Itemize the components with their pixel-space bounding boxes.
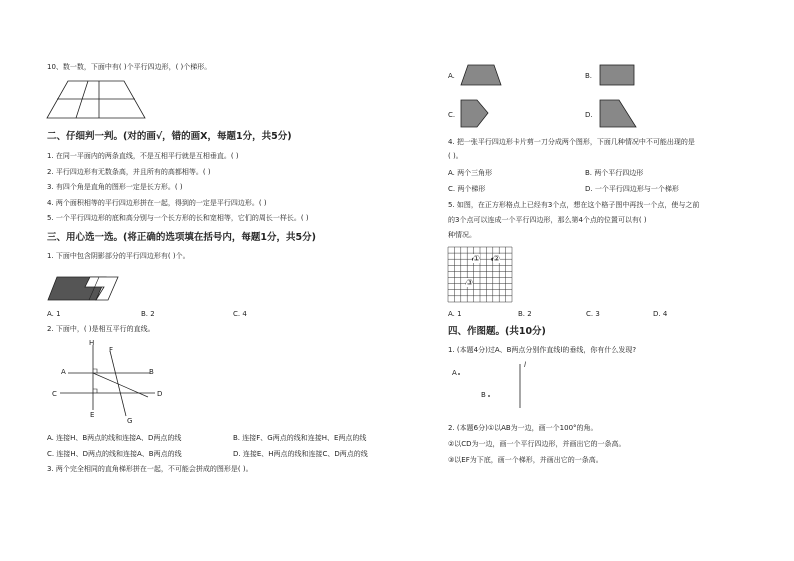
label-a: A — [61, 368, 66, 376]
judge-item-4: 4. 两个面积相等的平行四边形拼在一起，得到的一定是平行四边形。( ) — [47, 199, 267, 207]
label-g: G — [127, 417, 133, 425]
drawing-1: 1. (本题4分)过A、B两点分别作直线l的垂线，你有什么发现? — [448, 346, 637, 354]
choice-1-option-b: B. 2 — [141, 310, 155, 318]
choice-4-line-2: ( )。 — [448, 152, 463, 160]
section-2-title: 二、仔细判一判。(对的画√，错的画X，每题1分，共5分) — [47, 131, 292, 142]
judge-item-1: 1. 在同一平面内的两条直线，不是互相平行就是互相垂直。( ) — [47, 152, 239, 160]
question-10: 10、数一数，下面中有( )个平行四边形，( )个梯形。 — [47, 63, 212, 71]
judge-item-3: 3. 有四个角是直角的图形一定是长方形。( ) — [47, 183, 183, 191]
section-3-title: 三、用心选一选。(将正确的选项填在括号内，每题1分，共5分) — [47, 232, 316, 243]
shape-option-d-right-trapezoid — [599, 99, 637, 129]
choice-2-option-b: B. 连接F、G两点的线和连接H、E两点的线 — [233, 434, 367, 442]
shape-option-b-rectangle — [599, 64, 635, 86]
judge-item-2: 2. 平行四边形有无数条高，并且所有的高都相等。( ) — [47, 168, 211, 176]
label-c: C — [52, 390, 57, 398]
judge-item-5: 5. 一个平行四边形的底和高分别与一个长方形的长和宽相等，它们的周长一样长。( ) — [47, 214, 309, 222]
shaded-parallelogram-figure — [47, 274, 119, 302]
label-e: E — [90, 411, 95, 419]
choice-3: 3. 两个完全相同的直角梯形拼在一起，不可能会拼成的图形是( )。 — [47, 465, 253, 473]
drawing-2-part-2: ②以CD为一边，画一个平行四边形，并画出它的一条高。 — [448, 440, 626, 448]
choice-5-option-c: C. 3 — [586, 310, 600, 318]
trapezoid-figure — [46, 80, 146, 120]
label-h: H — [89, 339, 95, 347]
drawing-2: 2. (本题6分)①以AB为一边，画一个100°的角。 — [448, 424, 598, 432]
drawing-1-label-l: l — [524, 361, 526, 369]
grid-mark-1: ① — [473, 254, 481, 263]
shape-option-a-label: A. — [448, 72, 455, 80]
choice-2-option-c: C. 连接H、D两点的线和连接A、B两点的线 — [47, 450, 182, 458]
shape-option-c-label: C. — [448, 111, 456, 119]
choice-2-option-d: D. 连接E、H两点的线和连接C、D两点的线 — [233, 450, 368, 458]
shape-option-c-pentagon — [460, 99, 490, 129]
choice-5-line-3: 种情况。 — [448, 231, 476, 239]
choice-4-option-a: A. 两个三角形 — [448, 169, 493, 177]
choice-1-option-c: C. 4 — [233, 310, 247, 318]
choice-5-option-d: D. 4 — [653, 310, 668, 318]
choice-5-option-a: A. 1 — [448, 310, 462, 318]
drawing-1-label-a: A — [452, 369, 457, 377]
choice-4-option-b: B. 两个平行四边形 — [585, 169, 644, 177]
grid-mark-3: ③ — [466, 278, 474, 287]
choice-4-line-1: 4. 把一张平行四边形卡片剪一刀分成两个图形，下面几种情况中不可能出现的是 — [448, 138, 695, 146]
choice-5-option-b: B. 2 — [518, 310, 532, 318]
shape-option-b-label: B. — [585, 72, 593, 80]
drawing-1-figure — [450, 360, 530, 410]
choice-2: 2. 下面中，( )是相互平行的直线。 — [47, 325, 155, 333]
drawing-1-label-b: B — [481, 391, 486, 399]
choice-1: 1. 下面中包含阴影部分的平行四边形有( )个。 — [47, 252, 190, 260]
label-d: D — [157, 390, 163, 398]
label-b: B — [149, 368, 154, 376]
choice-5-line-1: 5. 如图，在正方形格点上已经有3个点，想在这个格子图中再找一个点，使与之前 — [448, 201, 700, 209]
drawing-2-part-3: ③以EF为下底，画一个梯形，并画出它的一条高。 — [448, 456, 603, 464]
section-4-title: 四、作图题。(共10分) — [448, 326, 546, 337]
choice-2-option-a: A. 连接H、B两点的线和连接A、D两点的线 — [47, 434, 182, 442]
choice-4-option-c: C. 两个梯形 — [448, 185, 486, 193]
choice-4-option-d: D. 一个平行四边形与一个梯形 — [585, 185, 679, 193]
choice-1-option-a: A. 1 — [47, 310, 61, 318]
shape-option-a-trapezoid — [460, 64, 502, 86]
choice-5-line-2: 的3个点可以连成一个平行四边形，那么第4个点的位置可以有( ) — [448, 216, 647, 224]
label-f: F — [109, 346, 114, 354]
grid-mark-2: ② — [493, 254, 501, 263]
shape-option-d-label: D. — [585, 111, 593, 119]
